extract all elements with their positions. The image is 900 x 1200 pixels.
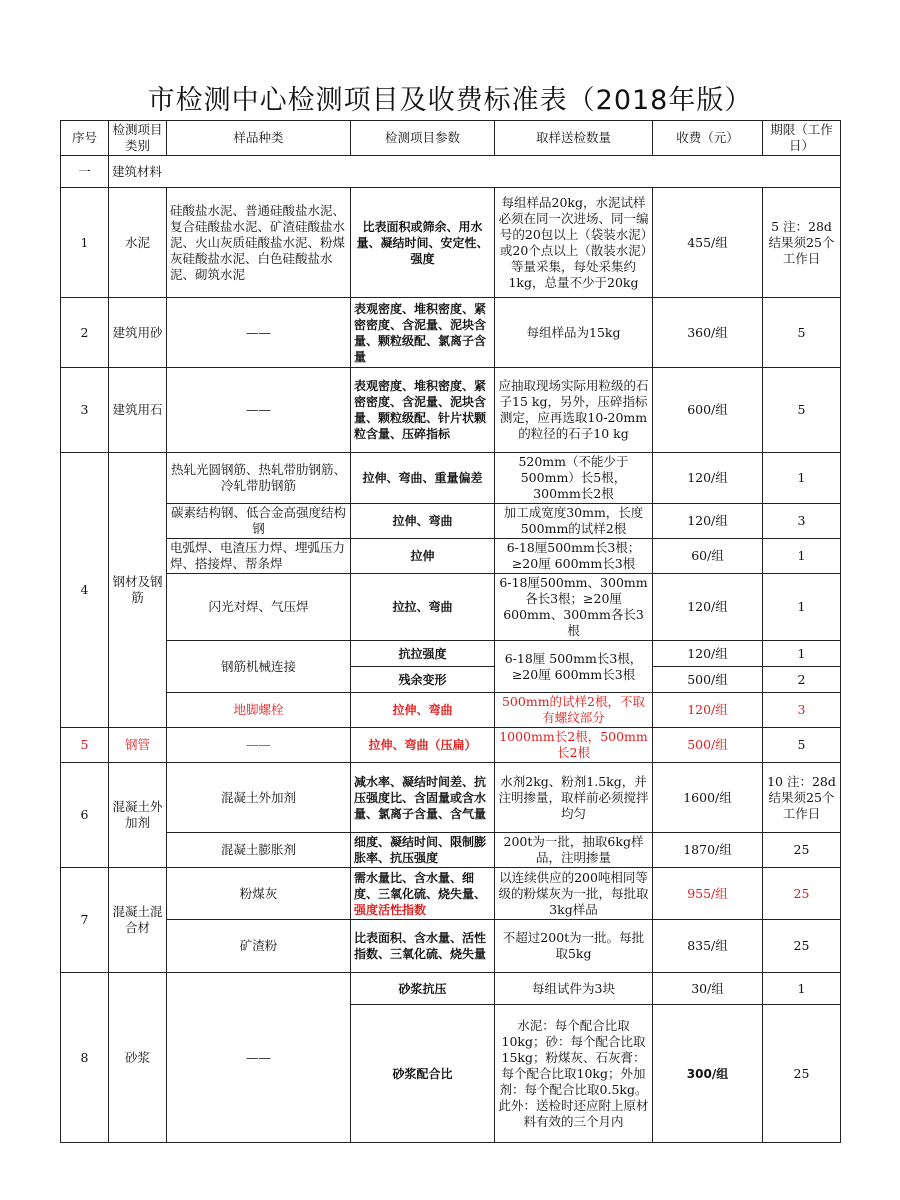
fee-table	[60, 120, 841, 1143]
row-sample: 热轧光圆钢筋、热轧带肋钢筋、冷轧带肋钢筋	[167, 453, 351, 504]
row-days: 1	[763, 539, 841, 574]
row-qty: 水剂2kg、粉剂1.5kg，并注明掺量，取样前必须搅拌均匀	[495, 763, 653, 833]
row-days: 25	[763, 868, 841, 920]
row-category: 建筑用砂	[109, 298, 167, 368]
table-row	[61, 641, 841, 667]
row-sample: 碳素结构钢、低合金高强度结构钢	[167, 504, 351, 539]
row-days: 3	[763, 504, 841, 539]
row-days: 5 注：28d结果须25个工作日	[763, 188, 841, 298]
row-fee: 120/组	[653, 574, 763, 641]
row-qty: 6-18厘500mm、300mm各长3根；≥20厘 600mm、300mm各长3根	[495, 574, 653, 641]
row-fee: 500/组	[653, 728, 763, 763]
row-category: 混凝土混合材	[109, 868, 167, 973]
row-sample: 电弧焊、电渣压力焊、埋弧压力焊、搭接焊、帮条焊	[167, 539, 351, 574]
param-text: 需水量比、含水量、细度、三氧化硫、烧失量、	[354, 870, 487, 901]
row-qty: 1000mm长2根，500mm长2根	[495, 728, 653, 763]
table-row	[61, 833, 841, 868]
row-param: 抗拉强度	[351, 641, 495, 667]
row-category: 钢管	[109, 728, 167, 763]
row-fee: 120/组	[653, 641, 763, 667]
row-param: 比表面积或筛余、用水量、凝结时间、安定性、强度	[351, 188, 495, 298]
row-no: 6	[61, 763, 109, 868]
table-row	[61, 920, 841, 973]
row-param: 拉伸、弯曲	[351, 693, 495, 728]
header-qty: 取样送检数量	[495, 121, 653, 156]
row-param: 拉伸、弯曲（压扁）	[351, 728, 495, 763]
row-param: 砂浆抗压	[351, 973, 495, 1005]
table-row	[61, 693, 841, 728]
row-category: 建筑用石	[109, 368, 167, 453]
header-category: 检测项目类别	[109, 121, 167, 156]
row-qty: 加工成宽度30mm，长度500mm的试样2根	[495, 504, 653, 539]
row-fee: 1870/组	[653, 833, 763, 868]
row-days: 1	[763, 574, 841, 641]
header-no: 序号	[61, 121, 109, 156]
row-fee: 500/组	[653, 667, 763, 693]
row-param	[351, 868, 495, 920]
row-days: 25	[763, 920, 841, 973]
row-days: 3	[763, 693, 841, 728]
row-param: 比表面积、含水量、活性指数、三氧化硫、烧失量	[351, 920, 495, 973]
row-fee: 300/组	[653, 1005, 763, 1143]
row-qty: 每组试件为3块	[495, 973, 653, 1005]
row-param: 拉伸	[351, 539, 495, 574]
row-qty: 不超过200t为一批。每批取5kg	[495, 920, 653, 973]
section-no: 一	[61, 156, 109, 188]
table-row	[61, 504, 841, 539]
row-param: 减水率、凝结时间差、抗压强度比、含固量或含水量、氯离子含量、含气量	[351, 763, 495, 833]
row-qty: 6-18厘500mm长3根；≥20厘 600mm长3根	[495, 539, 653, 574]
row-sample: 地脚螺栓	[167, 693, 351, 728]
row-sample: 混凝土外加剂	[167, 763, 351, 833]
row-no: 8	[61, 973, 109, 1143]
table-row	[61, 368, 841, 453]
row-category: 砂浆	[109, 973, 167, 1143]
row-qty: 6-18厘 500mm长3根，≥20厘 600mm长3根	[495, 641, 653, 693]
header-fee: 收费（元）	[653, 121, 763, 156]
table-row	[61, 539, 841, 574]
row-days: 1	[763, 453, 841, 504]
table-row	[61, 574, 841, 641]
row-category: 钢材及钢筋	[109, 453, 167, 728]
row-no: 2	[61, 298, 109, 368]
row-fee: 360/组	[653, 298, 763, 368]
table-row	[61, 973, 841, 1005]
row-qty: 520mm（不能少于500mm）长5根，300mm长2根	[495, 453, 653, 504]
header-sample: 样品种类	[167, 121, 351, 156]
row-days: 1	[763, 641, 841, 667]
row-qty: 200t为一批，抽取6kg样品，注明掺量	[495, 833, 653, 868]
row-fee: 1600/组	[653, 763, 763, 833]
row-days: 5	[763, 298, 841, 368]
row-param: 细度、凝结时间、限制膨胀率、抗压强度	[351, 833, 495, 868]
section-row	[61, 156, 841, 188]
row-days: 25	[763, 1005, 841, 1143]
section-name: 建筑材料	[109, 156, 841, 188]
table-header-row	[61, 121, 841, 156]
row-no: 1	[61, 188, 109, 298]
row-fee: 955/组	[653, 868, 763, 920]
row-sample: ——	[167, 973, 351, 1143]
row-category: 混凝土外加剂	[109, 763, 167, 868]
row-sample: ——	[167, 298, 351, 368]
row-fee: 835/组	[653, 920, 763, 973]
row-qty: 每组样品20kg，水泥试样必须在同一次进场、同一编号的20包以上（袋装水泥）或20个点以上（散装水泥）等量采集，每处采集约1kg，总量不少于20kg	[495, 188, 653, 298]
row-param: 拉拉、弯曲	[351, 574, 495, 641]
row-category: 水泥	[109, 188, 167, 298]
row-param: 拉伸、弯曲	[351, 504, 495, 539]
row-days: 5	[763, 728, 841, 763]
row-param: 砂浆配合比	[351, 1005, 495, 1143]
row-days: 10 注：28d结果须25个工作日	[763, 763, 841, 833]
row-days: 5	[763, 368, 841, 453]
header-param: 检测项目参数	[351, 121, 495, 156]
row-no: 7	[61, 868, 109, 973]
header-days: 期限（工作日）	[763, 121, 841, 156]
table-row	[61, 188, 841, 298]
row-sample: 闪光对焊、气压焊	[167, 574, 351, 641]
row-param: 表观密度、堆积密度、紧密密度、含泥量、泥块含量、颗粒级配、针片状颗粒含量、压碎指标	[351, 368, 495, 453]
row-sample: 钢筋机械连接	[167, 641, 351, 693]
table-row	[61, 868, 841, 920]
row-qty: 每组样品为15kg	[495, 298, 653, 368]
row-sample: 粉煤灰	[167, 868, 351, 920]
row-fee: 120/组	[653, 693, 763, 728]
row-param: 残余变形	[351, 667, 495, 693]
row-qty: 水泥：每个配合比取10kg；砂：每个配合比取15kg；粉煤灰、石灰膏：每个配合比取10kg；外加剂：每个配合比取0.5kg。此外：送检时还应附上原材料有效的三个月内	[495, 1005, 653, 1143]
row-qty: 应抽取现场实际用粒级的石子15 kg，另外，压碎指标测定，应再选取10-20mm的粒径的石子10 kg	[495, 368, 653, 453]
row-fee: 30/组	[653, 973, 763, 1005]
row-qty: 500mm的试样2根，不取有螺纹部分	[495, 693, 653, 728]
param-highlight: 强度活性指数	[354, 902, 427, 917]
row-sample: ——	[167, 368, 351, 453]
row-days: 25	[763, 833, 841, 868]
row-param: 表观密度、堆积密度、紧密密度、含泥量、泥块含量、颗粒级配、氯离子含量	[351, 298, 495, 368]
row-qty: 以连续供应的200吨相同等级的粉煤灰为一批，每批取3kg样品	[495, 868, 653, 920]
row-sample: 硅酸盐水泥、普通硅酸盐水泥、复合硅酸盐水泥、矿渣硅酸盐水泥、火山灰质硅酸盐水泥、粉煤灰硅酸盐水泥、白色硅酸盐水泥、砌筑水泥	[167, 188, 351, 298]
row-sample: ——	[167, 728, 351, 763]
table-row	[61, 728, 841, 763]
row-fee: 600/组	[653, 368, 763, 453]
row-sample: 矿渣粉	[167, 920, 351, 973]
page-title: 市检测中心检测项目及收费标准表（2018年版）	[147, 85, 753, 116]
row-no: 5	[61, 728, 109, 763]
row-days: 2	[763, 667, 841, 693]
row-fee: 455/组	[653, 188, 763, 298]
table-row	[61, 763, 841, 833]
row-fee: 60/组	[653, 539, 763, 574]
table-row	[61, 298, 841, 368]
row-fee: 120/组	[653, 453, 763, 504]
row-no: 4	[61, 453, 109, 728]
table-row	[61, 453, 841, 504]
row-no: 3	[61, 368, 109, 453]
row-sample: 混凝土膨胀剂	[167, 833, 351, 868]
row-days: 1	[763, 973, 841, 1005]
row-param: 拉伸、弯曲、重量偏差	[351, 453, 495, 504]
row-fee: 120/组	[653, 504, 763, 539]
